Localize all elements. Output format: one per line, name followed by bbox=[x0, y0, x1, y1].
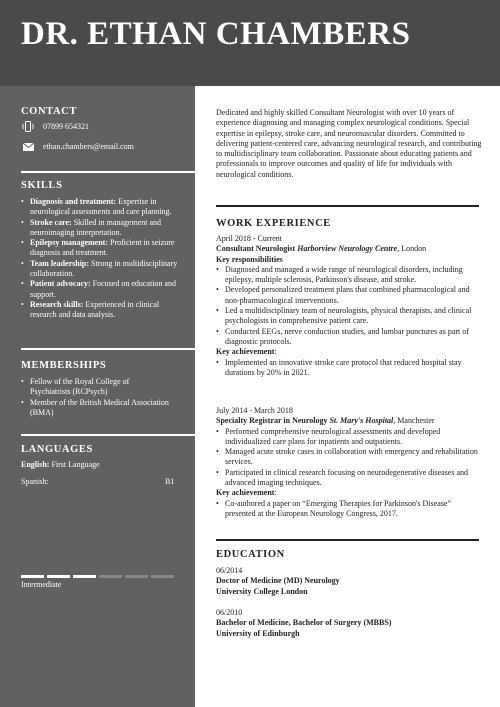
education-school: University College London bbox=[216, 586, 308, 596]
list-item: • Participated in clinical research focusing on neurodegenerative diseases and advanced imaging techniques. bbox=[216, 468, 482, 489]
list-item: • Conducted EEGs, nerve conduction studies, and lumbar punctures as part of diagnostic protocols. bbox=[216, 327, 482, 348]
skill-item: • Patient advocacy: Focused on education and support. bbox=[21, 279, 179, 300]
skill-item: • Epilepsy management: Proficient in seizure diagnosis and treatment. bbox=[21, 238, 179, 259]
job-entry bbox=[216, 234, 482, 378]
education-degree: Doctor of Medicine (MD) Neurology bbox=[216, 576, 340, 586]
contact-heading: CONTACT bbox=[21, 106, 77, 117]
achievements-list bbox=[216, 499, 482, 520]
language-spanish-desc: Intermediate bbox=[21, 580, 62, 589]
list-item: • Managed acute stroke cases in collaboration with emergency and rehabilitation services. bbox=[216, 447, 482, 468]
list-item: • Co-authored a paper on “Emerging Therapies for Parkinson's Disease” presented at the European Neurology Congress, 2017. bbox=[216, 499, 482, 520]
phone-icon bbox=[21, 121, 35, 132]
skills-heading: SKILLS bbox=[21, 180, 63, 191]
language-level-bar bbox=[21, 575, 174, 578]
job-entry bbox=[216, 406, 482, 519]
level-segment-filled bbox=[73, 575, 96, 578]
skills-list bbox=[21, 197, 179, 321]
skills-divider bbox=[21, 348, 195, 350]
language-spanish-name: Spanish: bbox=[21, 477, 49, 486]
summary-divider bbox=[216, 205, 479, 207]
email-row bbox=[21, 142, 134, 151]
experience-divider bbox=[216, 539, 479, 541]
candidate-name: DR. ETHAN CHAMBERS bbox=[21, 16, 411, 52]
achievement-label: Key achievement: bbox=[216, 347, 277, 357]
education-school: University of Edinburgh bbox=[216, 628, 300, 638]
responsibilities-list bbox=[216, 265, 482, 347]
job-dates: July 2014 - March 2018 bbox=[216, 406, 293, 415]
education-date: 06/2010 bbox=[216, 608, 243, 617]
level-segment-empty bbox=[125, 575, 148, 578]
job-dates: April 2018 - Current bbox=[216, 234, 282, 243]
responsibilities-list bbox=[216, 427, 482, 489]
education-entry bbox=[216, 608, 482, 639]
profile-summary: Dedicated and highly skilled Consultant Neurologist with over 10 years of experience diagnosing and managing complex neurological conditions. Special expertise in epilepsy, stroke care, and neuromuscular disorders. Committed to delivering patient-centered care, advancing neurological research, and contributing to multidisciplinary team collaboration. Passionate about educating patients and professionals to improve outcomes and quality of life for individuals with neurological conditions. bbox=[216, 108, 482, 179]
membership-item: • Fellow of the Royal College of Psychiatrists (RCPsych) bbox=[21, 377, 171, 398]
memberships-divider bbox=[21, 434, 195, 436]
list-item: • Diagnosed and managed a wide range of neurological disorders, including epilepsy, multiple sclerosis, Parkinson's disease, and stroke. bbox=[216, 265, 482, 286]
experience-heading: WORK EXPERIENCE bbox=[216, 218, 331, 229]
skill-item: • Research skills: Experienced in clinical research and data analysis. bbox=[21, 300, 179, 321]
education-date: 06/2014 bbox=[216, 566, 243, 575]
list-item: • Developed personalized treatment plans that combined pharmacological and non-pharmacological interventions. bbox=[216, 285, 482, 306]
header-banner bbox=[0, 0, 500, 86]
sidebar bbox=[0, 86, 195, 707]
email-address[interactable]: ethan.chambers@email.com bbox=[43, 142, 134, 151]
achievement-label: Key achievement: bbox=[216, 488, 277, 498]
memberships-list bbox=[21, 377, 171, 418]
languages-heading: LANGUAGES bbox=[21, 444, 93, 455]
contact-divider bbox=[21, 171, 195, 173]
phone-number[interactable]: 07899 654321 bbox=[43, 122, 89, 131]
level-segment-filled bbox=[47, 575, 70, 578]
job-title-line: Consultant Neurologist Harborview Neurology Centre, London bbox=[216, 244, 427, 254]
achievements-list bbox=[216, 358, 482, 379]
education-heading: EDUCATION bbox=[216, 549, 285, 560]
memberships-heading: MEMBERSHIPS bbox=[21, 360, 107, 371]
membership-item: • Member of the British Medical Association (BMA) bbox=[21, 398, 171, 419]
language-spanish-level: B1 bbox=[165, 477, 175, 486]
skill-item: • Diagnosis and treatment: Expertise in neurological assessments and care planning. bbox=[21, 197, 179, 218]
level-segment-filled bbox=[21, 575, 44, 578]
list-item: • Implemented an innovative stroke care protocol that reduced hospital stay durations by 20% in 2021. bbox=[216, 358, 482, 379]
main-content bbox=[195, 86, 500, 707]
responsibilities-label: Key responsibilities bbox=[216, 254, 283, 264]
envelope-icon bbox=[21, 143, 35, 151]
education-degree: Bachelor of Medicine, Bachelor of Surgery (MBBS) bbox=[216, 618, 392, 628]
education-entry bbox=[216, 566, 482, 597]
skill-item: • Stroke care: Skilled in management and neuroimaging interpretation. bbox=[21, 218, 179, 239]
phone-row bbox=[21, 121, 89, 132]
level-segment-empty bbox=[151, 575, 174, 578]
job-title-line: Specialty Registrar in Neurology St. Mary's Hospital, Manchester bbox=[216, 416, 435, 426]
list-item: • Performed comprehensive neurological assessments and developed individualized care plans for inpatients and outpatients. bbox=[216, 427, 482, 448]
language-english: English: First Language bbox=[21, 460, 100, 469]
list-item: • Led a multidisciplinary team of neurologists, physical therapists, and clinical psychologists in comprehensive patient care. bbox=[216, 306, 482, 327]
level-segment-empty bbox=[99, 575, 122, 578]
skill-item: • Team leadership: Strong in multidisciplinary collaboration. bbox=[21, 259, 179, 280]
